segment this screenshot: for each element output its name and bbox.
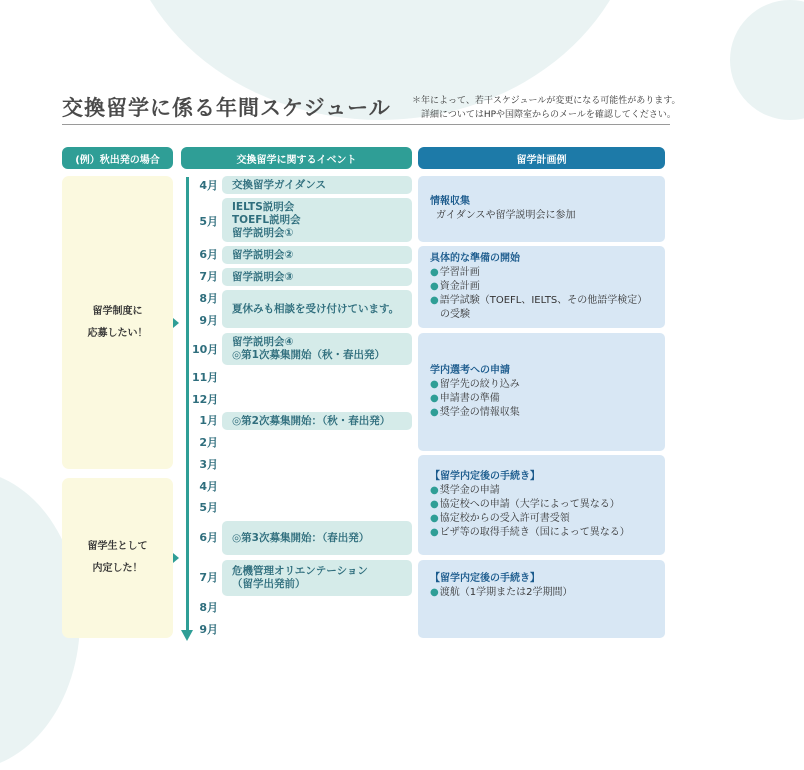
plan-preparation (418, 246, 665, 328)
event-risk-orientation (222, 560, 412, 596)
plan-post-acceptance (418, 455, 665, 555)
plan-internal-selection (418, 333, 665, 451)
month-label: 7月 (199, 270, 218, 283)
month-label: 8月 (199, 601, 218, 614)
timeline-line (186, 177, 189, 632)
month-label: 7月 (199, 571, 218, 584)
month-label: 6月 (199, 248, 218, 261)
event-text: （留学出発前） (232, 578, 306, 590)
plan-item: ● 申請書の準備 (430, 392, 665, 406)
event-session-3 (222, 268, 412, 286)
month-label: 8月 (199, 292, 218, 305)
phase-line: 内定した！ (92, 563, 143, 574)
event-text: 危機管理オリエンテーション (232, 565, 368, 577)
phase-apply (62, 176, 173, 469)
month-label: 11月 (192, 371, 219, 384)
event-text: TOEFL説明会 (232, 213, 301, 226)
phase-line: 留学生として (87, 541, 148, 552)
event-guidance (222, 176, 412, 194)
month-label: 3月 (199, 458, 218, 471)
phase-bracket-icon (173, 318, 179, 328)
plan-item: ● 協定校からの受入許可書受領 (430, 512, 665, 526)
plan-item: ● 協定校への申請（大学によって異なる） (430, 498, 665, 512)
month-label: 10月 (192, 343, 219, 356)
event-text: ◎第1次募集開始（秋・春出発） (232, 349, 385, 361)
plan-heading: 【留学内定後の手続き】 (430, 471, 540, 482)
event-first-recruitment (222, 333, 412, 365)
month-label: 12月 (192, 393, 219, 406)
event-text: ◎第3次募集開始：（春出発） (232, 531, 370, 544)
month-label: 6月 (199, 531, 218, 544)
plan-item: ● 語学試験（TOEFL、IELTS、その他語学検定） (430, 294, 665, 308)
event-text: 留学説明会④ (232, 336, 294, 348)
month-label: 1月 (199, 414, 218, 427)
event-text: 交換留学ガイダンス (232, 178, 326, 191)
plan-heading: 情報収集 (430, 196, 470, 207)
background-circle-top-right (730, 0, 804, 120)
phase-line: 応募したい！ (87, 327, 148, 339)
note-line: 詳細についてはHPや国際室からのメールを確認してください。 (421, 110, 676, 120)
plan-information-gathering (418, 176, 665, 242)
plan-column-header: 留学計画例 (418, 147, 665, 169)
plan-item: ● 学習計画 (430, 266, 665, 280)
plan-heading: 具体的な準備の開始 (430, 253, 520, 264)
schedule-note (412, 94, 681, 122)
event-text: 留学説明会③ (232, 270, 294, 283)
plan-item: ● ビザ等の取得手続き（国によって異なる） (430, 526, 665, 540)
phase-accepted (62, 478, 173, 638)
plan-item: ● 奨学金の申請 (430, 484, 665, 498)
event-text: 留学説明会② (232, 248, 294, 261)
event-text: IELTS説明会 (232, 200, 295, 213)
month-label: 4月 (199, 480, 218, 493)
event-text: ◎第2次募集開始：（秋・春出発） (232, 414, 391, 427)
plan-heading: 学内選考への申請 (430, 365, 510, 376)
phase-bracket-icon (173, 553, 179, 563)
month-label: 5月 (199, 215, 218, 228)
title-divider (62, 124, 670, 125)
month-label: 5月 (199, 501, 218, 514)
event-third-recruitment (222, 521, 412, 555)
event-second-recruitment (222, 412, 412, 430)
plan-spacer (430, 600, 665, 626)
plan-item-continued: の受験 (440, 309, 470, 320)
event-session-2 (222, 246, 412, 264)
event-text: 留学説明会① (232, 226, 294, 239)
month-label: 4月 (199, 179, 218, 192)
month-label: 9月 (199, 623, 218, 636)
plan-item: ● 渡航（1学期または2学期間） (430, 586, 665, 600)
event-test-sessions (222, 198, 412, 242)
plan-subtext: ガイダンスや留学説明会に参加 (436, 210, 576, 221)
event-text: 夏休みも相談を受け付けています。 (232, 302, 400, 315)
plan-item: ● 留学先の絞り込み (430, 378, 665, 392)
plan-item: ● 奨学金の情報収集 (430, 406, 665, 420)
phase-line: 留学制度に (92, 305, 143, 317)
note-line: ＊年によって、若干スケジュールが変更になる可能性があります。 (412, 96, 681, 106)
plan-heading: 【留学内定後の手続き】 (430, 573, 540, 584)
plan-departure (418, 560, 665, 638)
event-summer-consultation (222, 290, 412, 328)
month-label: 9月 (199, 314, 218, 327)
plan-item: ● 資金計画 (430, 280, 665, 294)
events-column-header: 交換留学に関するイベント (181, 147, 412, 169)
phase-column-header: (例）秋出発の場合 (62, 147, 173, 169)
page-title: 交換留学に係る年間スケジュール (62, 96, 391, 120)
month-label: 2月 (199, 436, 218, 449)
